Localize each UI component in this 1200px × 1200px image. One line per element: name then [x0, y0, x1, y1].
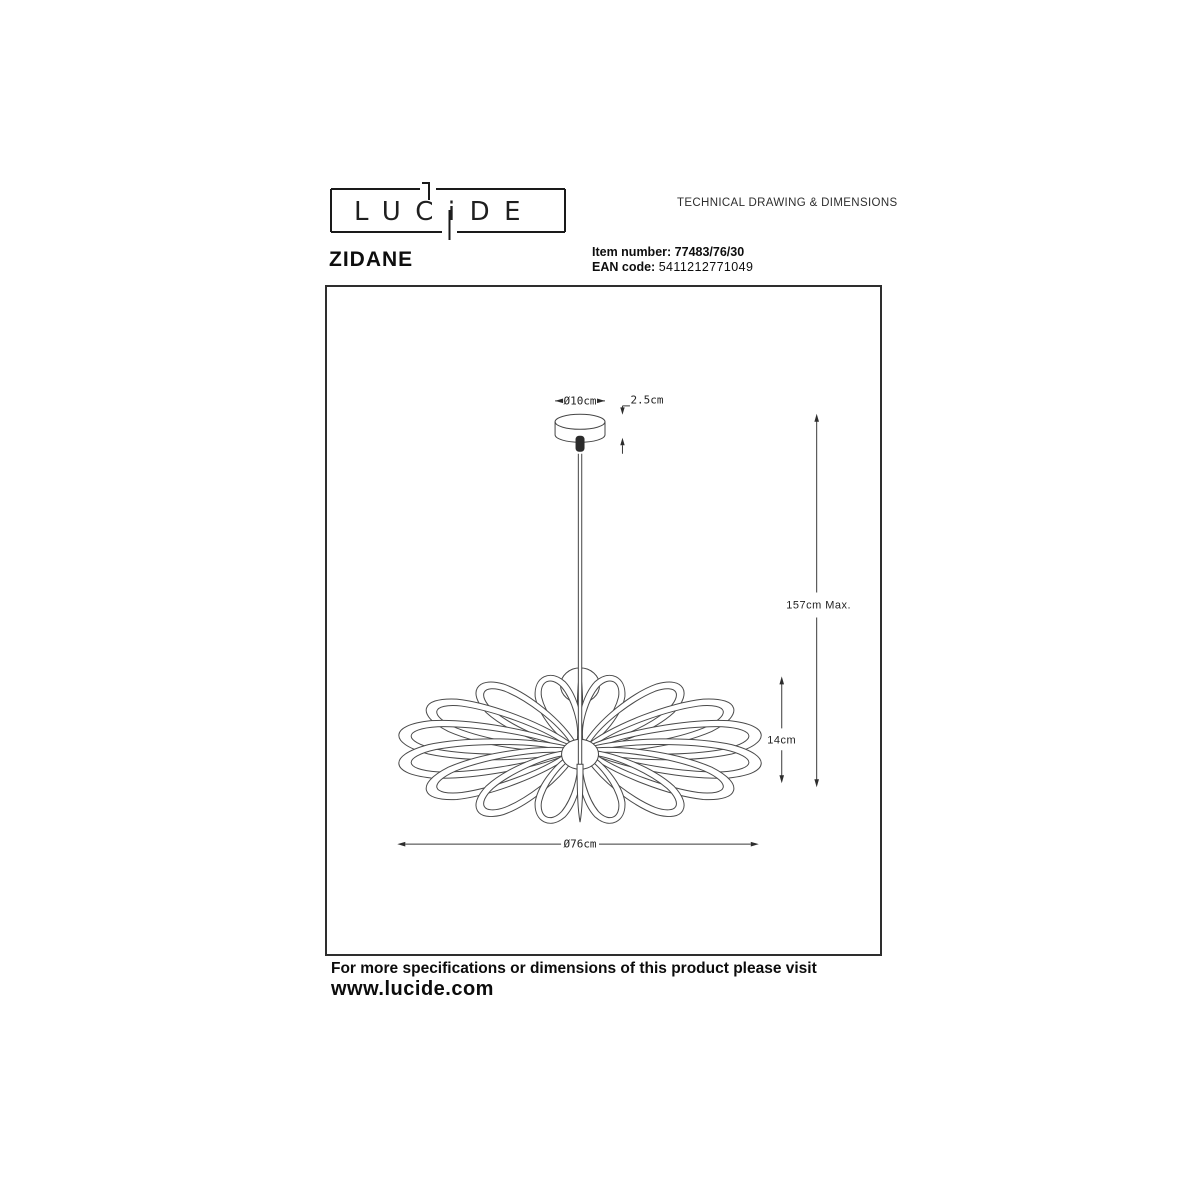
cord-fill	[578, 454, 581, 767]
logo-text: LUCiDE	[354, 197, 536, 227]
arrow-down-icon	[814, 779, 819, 787]
technical-drawing	[327, 287, 880, 954]
item-number-value: 77483/76/30	[674, 245, 745, 259]
doc-type-title: TECHNICAL DRAWING & DIMENSIONS	[677, 197, 898, 209]
arrow-left-icon	[555, 399, 563, 404]
footer-website: www.lucide.com	[331, 978, 494, 1000]
footer-note: For more specifications or dimensions of this product please visit	[331, 960, 817, 977]
canopy-diameter-label: Ø10cm	[563, 394, 597, 408]
arrow-right-icon	[751, 842, 759, 847]
canopy-top	[555, 414, 605, 429]
shade-height-label: 14cm	[767, 734, 797, 747]
arrow-right-icon	[597, 399, 605, 404]
ean-label: EAN code:	[592, 260, 656, 274]
max-drop-label: 157cm Max.	[786, 599, 852, 612]
front-blade-tip	[577, 764, 583, 822]
item-number-row	[592, 245, 753, 260]
cord-grip	[576, 436, 585, 452]
drawing-frame	[325, 285, 882, 956]
arrow-down-icon	[620, 407, 624, 414]
ceiling-canopy	[555, 414, 605, 451]
item-number-label: Item number:	[592, 245, 672, 259]
ean-value: 5411212771049	[658, 260, 754, 274]
product-name: ZIDANE	[329, 248, 414, 271]
canopy-height-label: 2.5cm	[630, 393, 664, 407]
arrow-down-icon	[779, 775, 784, 783]
dimension-annotations	[397, 393, 851, 850]
canopy-height-line	[622, 406, 629, 454]
arrow-left-icon	[397, 842, 405, 847]
arrow-up-icon	[620, 438, 624, 445]
arrow-up-icon	[814, 414, 819, 422]
product-info	[592, 245, 753, 275]
lampshade	[397, 454, 762, 830]
ean-row	[592, 260, 753, 275]
lucide-logo	[330, 179, 566, 243]
shade-diameter-label: Ø76cm	[563, 837, 597, 851]
arrow-up-icon	[779, 676, 784, 684]
